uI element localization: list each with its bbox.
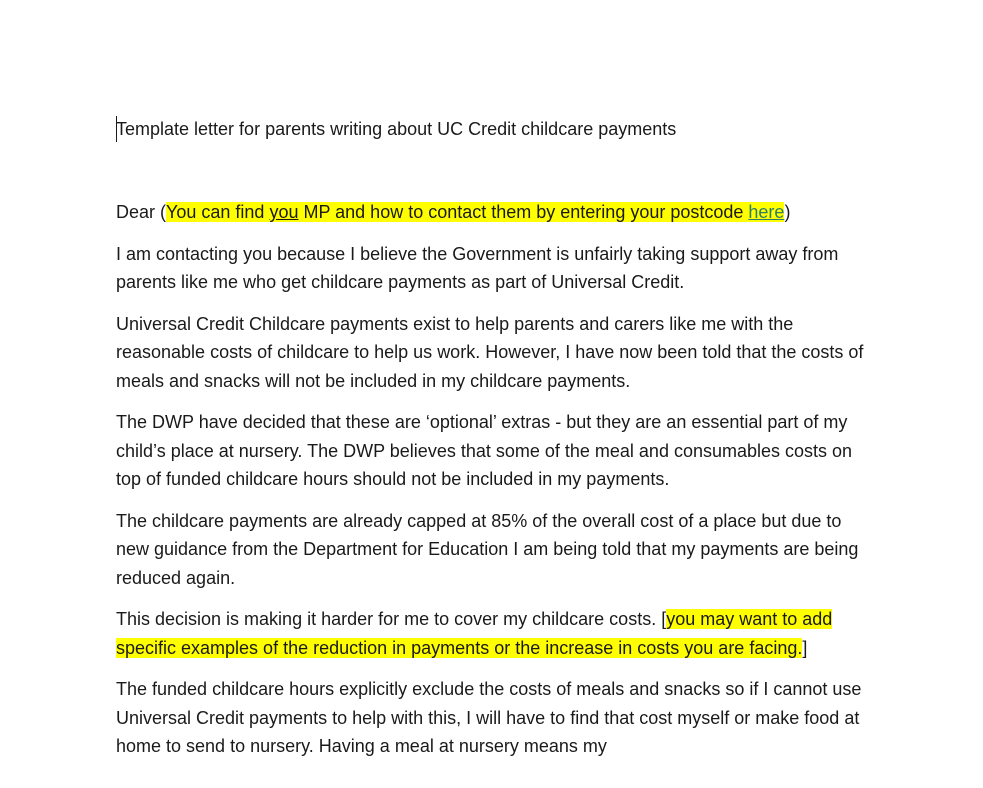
paragraph-2: Universal Credit Childcare payments exist to help parents and carers like me with the reasonable costs of childcare to help us work. However, I have now been told that the costs of meals and snacks will not be included in my childcare payments. (116, 313, 864, 391)
salutation-line (116, 198, 872, 227)
hint-text-part2: MP and how to contact them by entering your postcode (298, 202, 749, 222)
examples-hint: you may want to add specific examples of the reduction in payments or the increase in costs you are facing. (116, 609, 833, 658)
hint-text-you: you (269, 202, 299, 222)
postcode-lookup-link[interactable]: here (748, 202, 785, 222)
salutation-suffix: ) (784, 202, 791, 222)
final-paragraph: The funded childcare hours explicitly exclude the costs of meals and snacks so if I cannot use Universal Credit payments to help with this, I will have to find that cost myself or make food at home to send to nursery. Having a meal at nursery means my (116, 679, 862, 756)
paragraph-1: I am contacting you because I believe the Government is unfairly taking support away from parents like me who get childcare payments as part of Universal Credit. (116, 243, 839, 292)
decision-paragraph (116, 605, 872, 662)
paragraph-4: The childcare payments are already capped at 85% of the overall cost of a place but due to new guidance from the Department for Education I am being told that my payments are being reduced again. (116, 510, 859, 588)
hint-text-part1: You can find (166, 202, 270, 222)
decision-text: This decision is making it harder for me to cover my childcare costs. [ (116, 609, 667, 629)
salutation-prefix: Dear ( (116, 202, 167, 222)
mp-lookup-hint (166, 202, 784, 222)
paragraph-3: The DWP have decided that these are ‘optional’ extras - but they are an essential part of my child’s place at nursery. The DWP believes that some of the meal and consumables costs on top of funded childcare hours should not be included in my payments. (116, 412, 853, 489)
letter-body (116, 198, 872, 774)
document-title: Template letter for parents writing about UC Credit childcare payments (116, 119, 677, 139)
decision-suffix: ] (802, 637, 808, 658)
